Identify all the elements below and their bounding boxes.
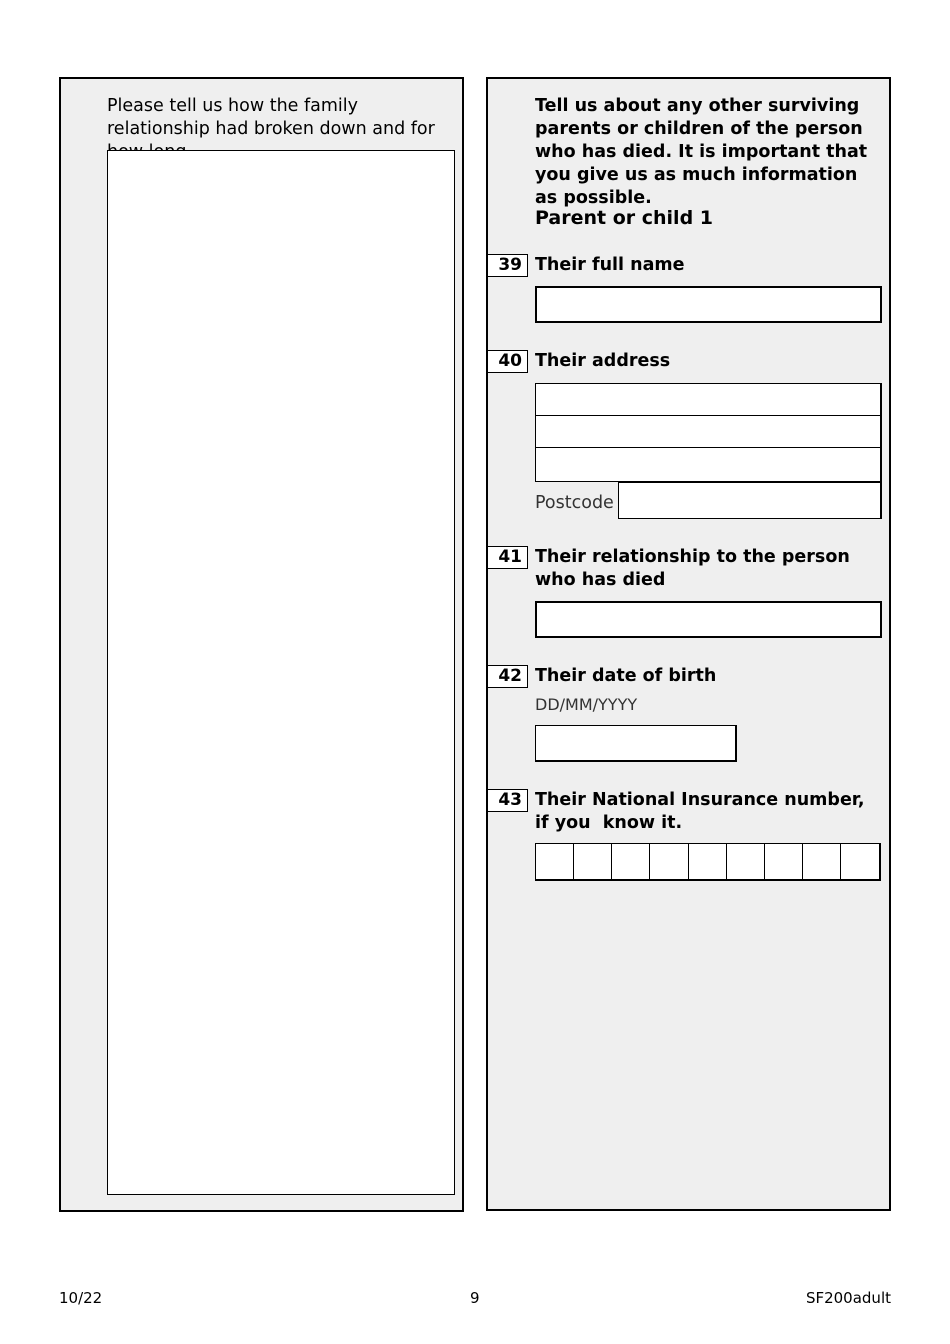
ni-cell[interactable] — [840, 844, 880, 880]
relationship-input[interactable] — [535, 601, 882, 638]
right-panel — [486, 77, 891, 1211]
left-panel — [59, 77, 464, 1212]
intro-text: Tell us about any other surviving parents or children of the person who has died. It is important that you give us as much information as possible. — [535, 96, 868, 208]
full-name-label: Their full name — [535, 255, 685, 275]
date-of-birth-input[interactable] — [535, 725, 737, 762]
page-number: 9 — [470, 1289, 480, 1307]
address-line-1-input[interactable] — [535, 383, 882, 416]
section-title: Parent or child 1 — [535, 207, 714, 229]
question-number-43: 43 — [488, 789, 528, 812]
date-of-birth-label: Their date of birth — [535, 666, 717, 686]
question-number-40: 40 — [488, 350, 528, 373]
question-number-42: 42 — [488, 665, 528, 688]
relationship-prompt: Please tell us how the family relationship had broken down and for — [107, 96, 435, 139]
ni-cell[interactable] — [726, 844, 765, 880]
ni-cell[interactable] — [611, 844, 650, 880]
question-number-39: 39 — [488, 254, 528, 277]
footer-date: 10/22 — [59, 1289, 103, 1307]
postcode-input[interactable] — [618, 482, 882, 519]
ni-cell[interactable] — [649, 844, 688, 880]
ni-cell[interactable] — [688, 844, 727, 880]
ni-cell[interactable] — [802, 844, 841, 880]
date-format-hint: DD/MM/YYYY — [535, 695, 638, 714]
full-name-input[interactable] — [535, 286, 882, 323]
ni-cell[interactable] — [764, 844, 803, 880]
ni-cell[interactable] — [573, 844, 612, 880]
question-number-41: 41 — [488, 546, 528, 569]
address-line-3-input[interactable] — [535, 447, 882, 482]
address-label: Their address — [535, 351, 671, 371]
postcode-label: Postcode — [535, 493, 614, 513]
ni-number-input[interactable] — [535, 843, 881, 881]
form-code: SF200adult — [805, 1289, 891, 1307]
relationship-label: Their relationship to the person who has died — [535, 547, 850, 590]
relationship-breakdown-textarea[interactable] — [107, 150, 455, 1195]
address-line-2-input[interactable] — [535, 415, 882, 448]
ni-cell[interactable] — [536, 844, 575, 880]
ni-number-label: Their National Insurance number, if you know it. — [535, 790, 871, 833]
